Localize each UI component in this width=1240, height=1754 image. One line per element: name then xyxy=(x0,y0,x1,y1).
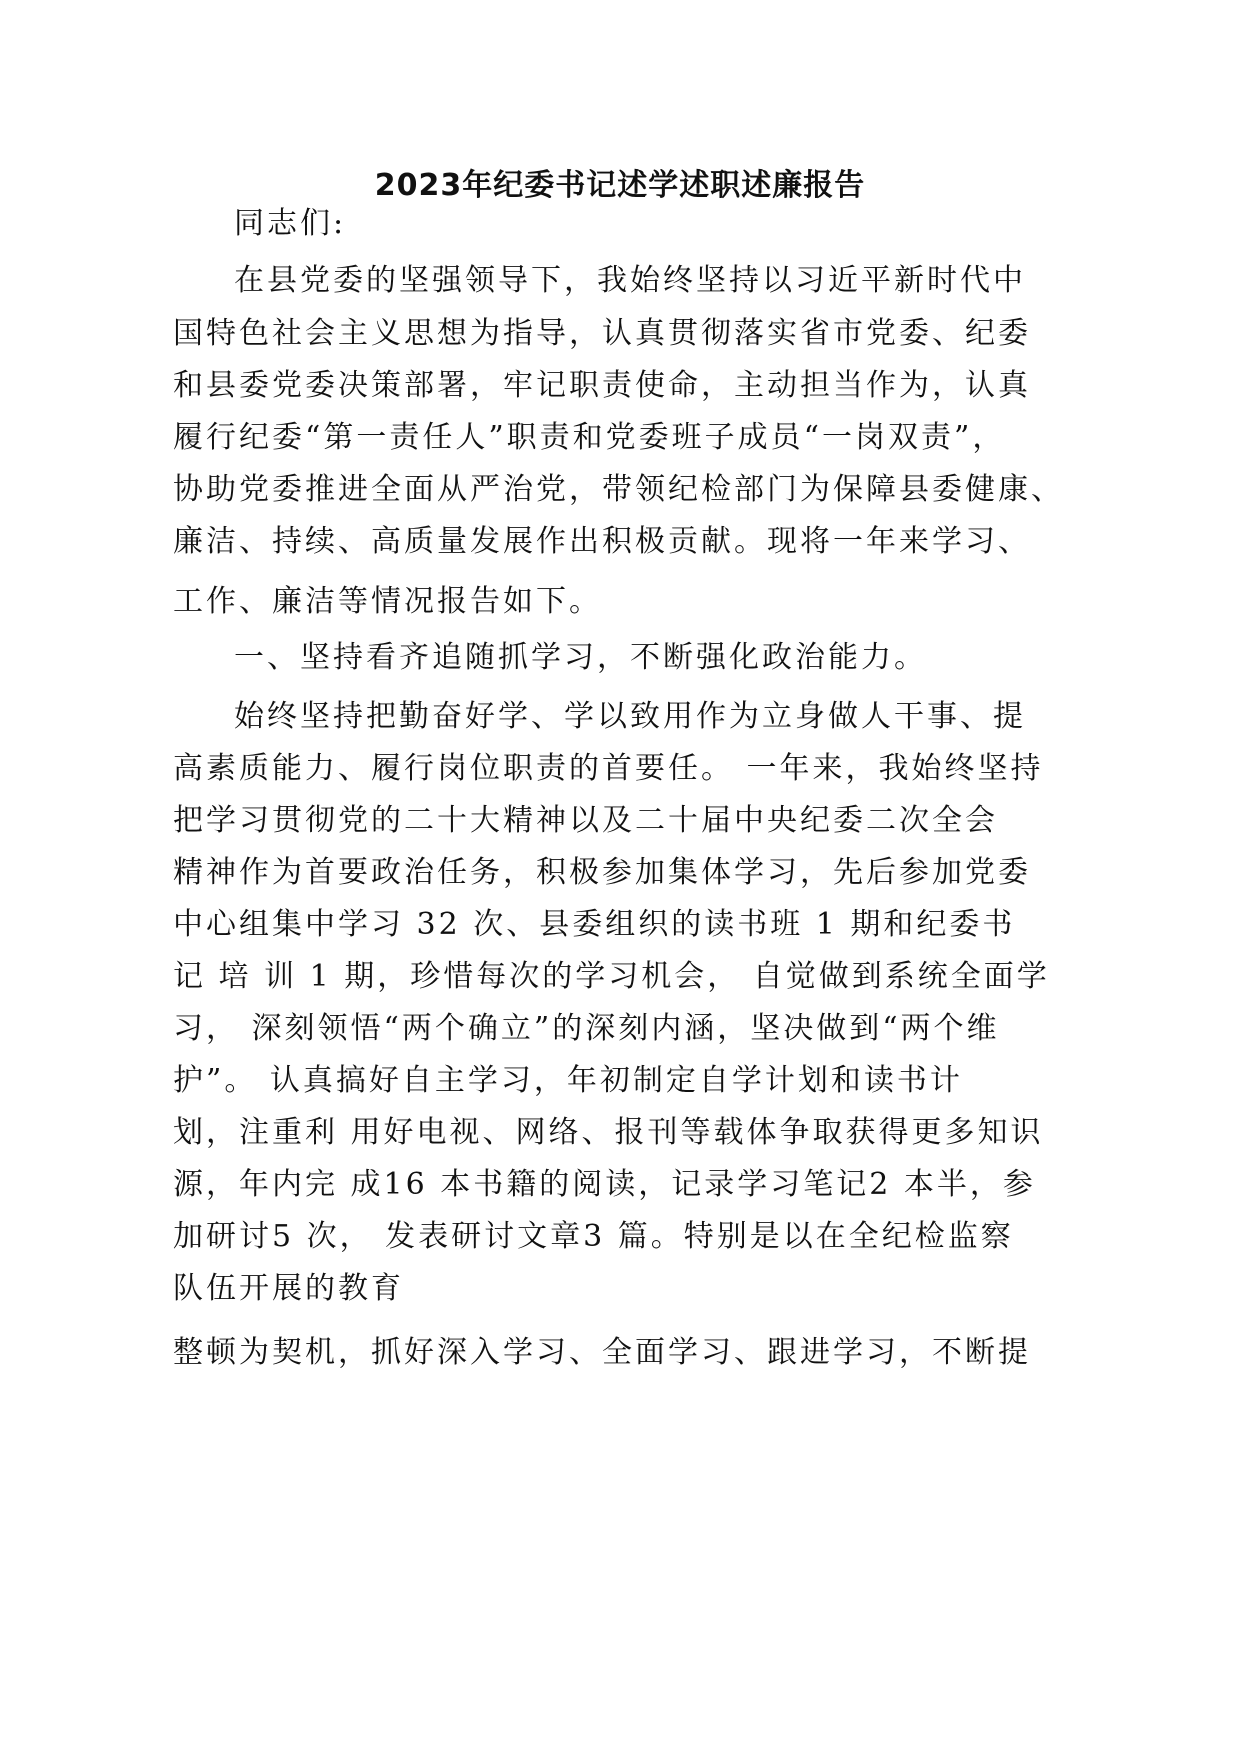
paragraph-line: 始终坚持把勤奋好学、学以致用作为立身做人干事、提 xyxy=(234,699,1026,734)
paragraph-line: 整顿为契机，抓好深入学习、全面学习、跟进学习，不断提 xyxy=(173,1335,1031,1370)
paragraph-line: 高素质能力、履行岗位职责的首要任。 一年来，我始终坚持 xyxy=(173,751,1044,786)
paragraph-line: 中心组集中学习 32 次、县委组织的读书班 1 期和纪委书 xyxy=(173,907,1016,942)
paragraph-line: 在县党委的坚强领导下，我始终坚持以习近平新时代中 xyxy=(234,263,1026,298)
paragraph-line: 习， 深刻领悟“两个确立”的深刻内涵，坚决做到“两个维 xyxy=(173,1011,1000,1046)
paragraph-line: 国特色社会主义思想为指导，认真贯彻落实省市党委、纪委 xyxy=(173,316,1031,351)
paragraph-line: 把学习贯彻党的二十大精神以及二十届中央纪委二次全会 xyxy=(173,803,998,838)
paragraph-line: 和县委党委决策部署，牢记职责使命，主动担当作为，认真 xyxy=(173,368,1031,403)
paragraph-line: 队伍开展的教育 xyxy=(173,1271,404,1306)
salutation: 同志们: xyxy=(234,206,347,241)
paragraph-line: 划，注重利 用好电视、网络、报刊等载体争取获得更多知识 xyxy=(173,1115,1044,1150)
paragraph-line: 精神作为首要政治任务，积极参加集体学习，先后参加党委 xyxy=(173,855,1031,890)
document-title: 2023年纪委书记述学述职述廉报告 xyxy=(374,168,866,203)
paragraph-line: 工作、廉洁等情况报告如下。 xyxy=(173,584,602,619)
paragraph-line: 履行纪委“第一责任人”职责和党委班子成员“一岗双责”， xyxy=(173,420,1006,455)
paragraph-line: 廉洁、持续、高质量发展作出积极贡献。现将一年来学习、 xyxy=(173,524,1031,559)
section-heading: 一、坚持看齐追随抓学习，不断强化政治能力。 xyxy=(234,640,927,675)
paragraph-line: 护”。 认真搞好自主学习，年初制定自学计划和读书计 xyxy=(173,1063,963,1098)
paragraph-line: 加研讨5 次， 发表研讨文章3 篇。特别是以在全纪检监察 xyxy=(173,1219,1014,1254)
paragraph-line: 源，年内完 成16 本书籍的阅读，记录学习笔记2 本半，参 xyxy=(173,1167,1036,1202)
paragraph-line: 记 培 训 1 期，珍惜每次的学习机会， 自觉做到系统全面学 xyxy=(173,959,1050,994)
paragraph-line: 协助党委推进全面从严治党，带领纪检部门为保障县委健康、 xyxy=(173,472,1064,507)
